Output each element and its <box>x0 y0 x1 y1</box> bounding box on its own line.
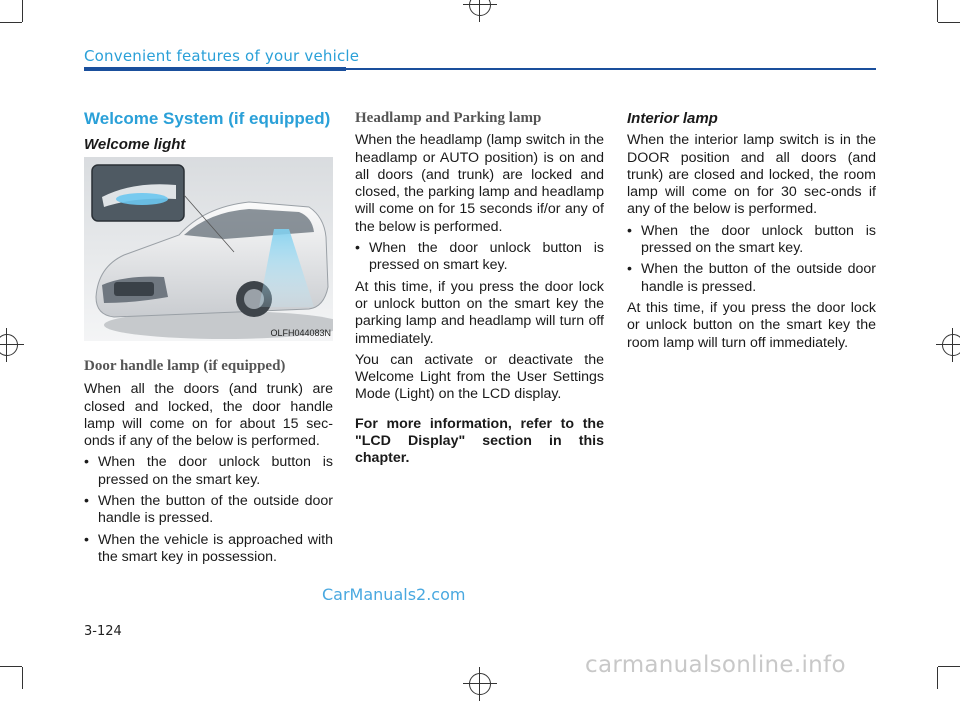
column-1 <box>84 110 333 163</box>
crop-mark <box>937 0 938 22</box>
page-number: 3-124 <box>84 624 122 639</box>
welcome-system-heading: Welcome System (if equipped) <box>84 109 331 128</box>
list-item: • When the button of the outside door handle is pressed. <box>84 493 333 528</box>
headlamp-heading: Headlamp and Parking lamp <box>355 110 542 126</box>
welcome-light-subheading: Welcome light <box>84 136 186 154</box>
list-item: • When the vehicle is approached with the smart key in possession. <box>84 532 333 567</box>
header-rule <box>84 67 346 71</box>
column-3 <box>627 110 876 356</box>
column-1-body <box>84 358 333 570</box>
crop-mark <box>938 666 960 667</box>
registration-mark-bottom <box>469 673 491 695</box>
interior-lamp-text: When the interior lamp switch is in the DOOR position and all doors (and trunk) are closed and locked, the room lamp will come on for 30 sec-onds if any of the below is performed. <box>627 132 876 218</box>
registration-mark-right <box>942 334 960 356</box>
list-item: • When the door unlock button is pressed on the smart key. <box>627 223 876 258</box>
crop-mark <box>22 667 23 689</box>
door-handle-lamp-heading: Door handle lamp (if equipped) <box>84 358 286 374</box>
crop-mark <box>938 22 960 23</box>
crop-mark <box>22 0 23 22</box>
section-title: Convenient features of your vehicle <box>84 47 360 65</box>
image-code: OLFH044083N <box>270 328 331 338</box>
headlamp-text: When the headlamp (lamp switch in the headlamp or AUTO position) is on and all doors (and trunk) are locked and closed, the parking lamp and headlamp will come on for 15 seconds if/or any of the below is performed. <box>355 132 604 235</box>
registration-mark-top <box>469 0 491 16</box>
list-item: • When the door unlock button is pressed on the smart key. <box>84 454 333 489</box>
watermark-link[interactable]: CarManuals2.com <box>322 585 466 604</box>
interior-lamp-off-text: At this time, if you press the door lock or unlock button on the smart key the room lamp will turn off immediately. <box>627 299 876 351</box>
headlamp-off-text: At this time, if you press the door lock or unlock button on the smart key the parking lamp and headlamp will turn off immediately. <box>355 278 604 347</box>
watermark-text: carmanualsonline.info <box>585 652 846 678</box>
list-item: • When the door unlock button is pressed on smart key. <box>355 240 604 275</box>
interior-lamp-heading: Interior lamp <box>627 110 718 127</box>
list-item: • When the button of the outside door handle is pressed. <box>627 261 876 296</box>
car-illustration <box>84 157 333 341</box>
activate-text: You can activate or deactivate the Welcome Light from the User Settings Mode (Light) on the LCD display. <box>355 351 604 403</box>
welcome-light-image <box>84 157 333 341</box>
crop-mark <box>0 666 22 667</box>
crop-mark <box>937 667 938 689</box>
more-info-note: For more information, refer to the "LCD Display" section in this chapter. <box>355 415 604 467</box>
door-handle-lamp-text: When all the doors (and trunk) are closed and locked, the door handle lamp will come on for about 15 sec-onds if any of the below is performed. <box>84 381 333 450</box>
crop-mark <box>0 22 22 23</box>
column-2 <box>355 110 604 472</box>
registration-mark-left <box>0 334 18 356</box>
header-rule-thin <box>346 68 876 70</box>
